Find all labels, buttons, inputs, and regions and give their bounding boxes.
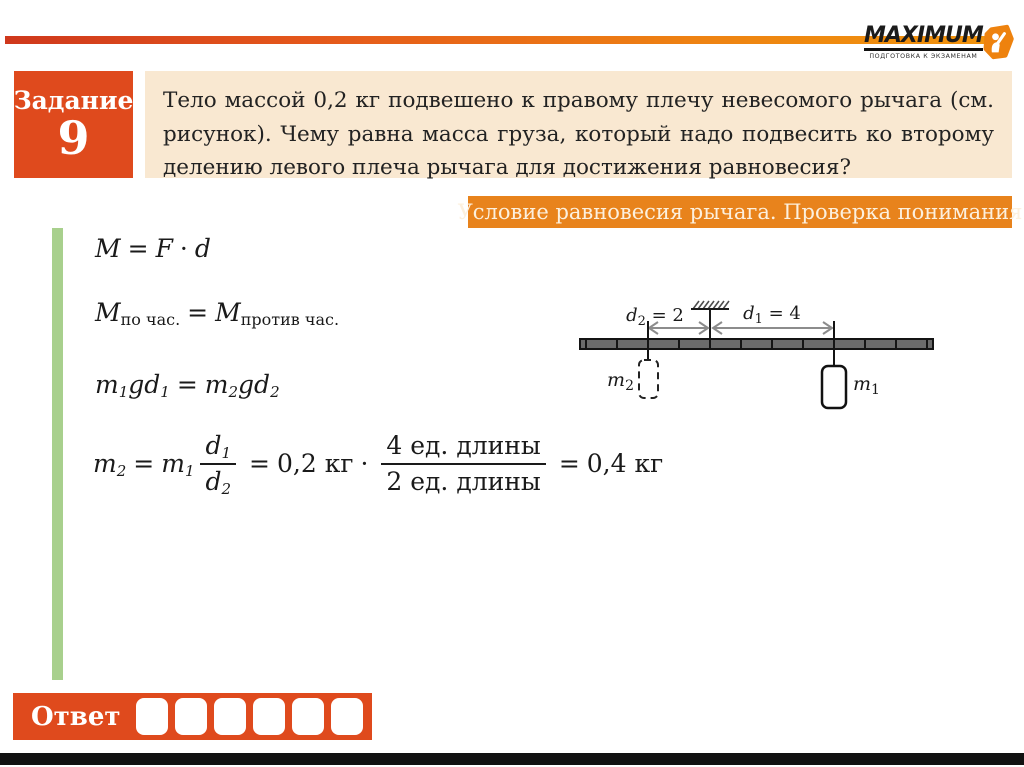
var-m2: m	[204, 370, 229, 399]
task-number-box	[14, 71, 133, 178]
var-d: d	[194, 234, 211, 263]
answer-cell[interactable]	[253, 698, 285, 735]
var-M: M	[95, 234, 121, 263]
value-02kg: 0,2 кг	[277, 449, 354, 478]
subscript-1: 1	[160, 383, 170, 402]
value-04kg: 0,4 кг	[586, 449, 664, 478]
var-m2: m2	[93, 449, 127, 481]
equals-sign: =	[176, 370, 198, 399]
fraction-lengths	[381, 432, 545, 495]
var-M-cw: M	[95, 298, 121, 327]
solution-accent-bar	[52, 228, 63, 680]
equals-sign: =	[133, 449, 155, 478]
brand-logo-text	[864, 22, 983, 60]
subscript-2: 2	[270, 383, 280, 402]
subscript-1: 1	[118, 383, 129, 402]
formula-moment-balance	[95, 298, 340, 330]
var-m1: m1	[161, 449, 195, 481]
var-gd2: gd	[238, 370, 271, 399]
lever-beam	[580, 339, 933, 349]
brand-tagline: ПОДГОТОВКА К ЭКЗАМЕНАМ	[869, 52, 978, 60]
answer-unit: кг	[382, 702, 416, 731]
brand-name: MAXIMUM	[864, 25, 983, 51]
label-d2: $d_2 = 2$	[626, 305, 684, 329]
mass-m2-dashed-box	[639, 360, 658, 398]
answer-label: Ответ	[31, 701, 121, 732]
topic-banner	[457, 196, 1023, 228]
label-d1: $d_1 = 4$	[743, 303, 801, 327]
fraction-d1-d2	[200, 431, 236, 498]
mass-m1-box	[822, 366, 846, 408]
answer-cell[interactable]	[214, 698, 246, 735]
bottom-black-bar	[0, 753, 1024, 765]
formula-moment-definition	[95, 234, 211, 263]
equals-sign: =	[127, 234, 149, 263]
subscript-ccw: против час.	[240, 310, 340, 330]
lever-diagram	[560, 290, 960, 415]
answer-cell[interactable]	[175, 698, 207, 735]
formula-mass-balance	[95, 370, 280, 402]
label-m2: $m_2$	[607, 369, 634, 394]
task-number: 9	[57, 111, 90, 166]
subscript-cw: по час.	[120, 310, 181, 330]
top-gradient-rule	[5, 36, 1005, 44]
fraction-denominator: d2	[205, 466, 232, 498]
subscript-2: 2	[228, 383, 239, 402]
dot-operator: ·	[360, 449, 369, 478]
answer-bar	[13, 693, 416, 740]
equals-sign: =	[187, 298, 209, 327]
answer-cell[interactable]	[136, 698, 168, 735]
brand-logo	[864, 20, 1014, 64]
topic-banner-text: Условие равновесия рычага. Проверка понимания	[457, 200, 1023, 224]
task-statement: Тело массой 0,2 кг подвешено к правому плечу невесомого рычага (см. рисунок). Чему равна масса груза, который надо подвесить ко второму делению левого плеча рычага для достижения равновесия?	[163, 88, 994, 181]
task-label: Задание	[13, 85, 134, 115]
answer-cell[interactable]	[331, 698, 363, 735]
equals-sign: =	[558, 449, 580, 478]
task-statement-box	[145, 71, 1012, 181]
dot-operator: ·	[179, 234, 188, 263]
var-M-ccw: M	[215, 298, 241, 327]
fraction-numerator: d1	[200, 432, 236, 465]
formula-result	[93, 431, 664, 498]
fraction-numerator: 4 ед. длины	[381, 432, 545, 465]
answer-cells	[136, 698, 363, 735]
answer-cell[interactable]	[292, 698, 324, 735]
brand-logo-mark	[983, 17, 1014, 67]
fraction-denominator: 2 ед. длины	[386, 466, 541, 496]
logo-figure-head	[992, 33, 999, 40]
pivot-support-icon	[693, 301, 729, 309]
var-F: F	[155, 234, 173, 263]
equals-sign: =	[249, 449, 270, 478]
var-gd1: gd	[128, 370, 161, 399]
label-m1: $m_1$	[853, 373, 880, 398]
var-m1: m	[95, 370, 119, 399]
